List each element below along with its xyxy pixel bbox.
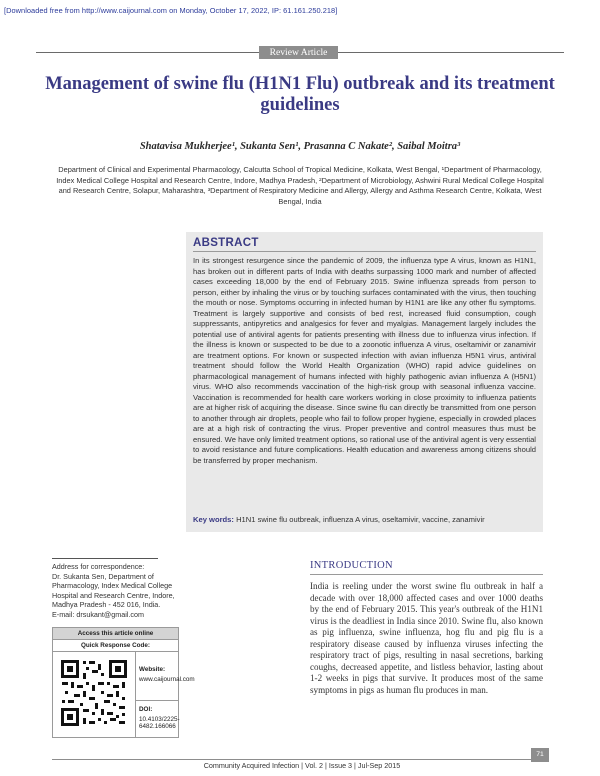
keywords (193, 515, 538, 524)
article-type-badge: Review Article (259, 46, 338, 59)
abstract-rule (193, 251, 536, 252)
correspondence-email: E-mail: drsukant@gmail.com (52, 609, 144, 619)
introduction-heading: INTRODUCTION (310, 560, 393, 571)
correspondence-heading: Address for correspondence: (52, 562, 145, 571)
page-number: 71 (531, 748, 549, 762)
author-list: Shatavisa Mukherjee¹, Sukanta Sen¹, Prasanna C Nakate², Saibal Moitra³ (139, 141, 461, 152)
correspondence-line: Madhya Pradesh - 452 016, India. (52, 600, 161, 609)
correspondence-rule (52, 558, 158, 559)
introduction-text: India is reeling under the worst swine flu outbreak in half a decade with over 18,000 affected cases and over 1000 deaths by the end of February 2015. This year's outbreak of the H1N1 virus is the deadliest in India since 2010. Swine flu, also known as pig influenza, swine influenza, hog flu and pig flu is a respiratory disease caused by influenza viruses infecting the respiratory tract of pigs, resulting in nasal secretions, barking coughs, decreased appetite, and listless behavior, lasting about 1-2 weeks in pigs that survive. It produces most of the same symptoms in pigs as human flu produces in man. (310, 581, 543, 695)
correspondence-line: Pharmacology, Index Medical College (52, 581, 173, 590)
keywords-value: H1N1 swine flu outbreak, influenza A virus, oseltamivir, vaccine, zanamivir (236, 515, 485, 524)
journal-footer: Community Acquired Infection | Vol. 2 | Issue 3 | Jul-Sep 2015 (203, 761, 401, 770)
abstract-text: In its strongest resurgence since the pandemic of 2009, the influenza type A virus, known as H1N1, has broken out in different parts of India with deaths surpassing 1000 mark and number of affected cases exceeding 18,000 by the end of February 2015. Swine influenza spreads from person to person, either by inhaling the virus or by touching surfaces contaminated with the virus, then touching the mouth or nose. Symptoms occurring in infected human by H1N1 are like any other flu symptoms. Treatment is largely supportive and consists of bed rest, increased fluid consumption, cough suppressants, antipyretics and analgesics for fever and myalgias. Management largely includes the potential use of antiviral agents for patients presenting with illness due to influenza virus infection. If the illness is known or suspected to be due to a zoonotic influenza A virus, oseltamivir or zanamivir are treatment options. For known or suspected infection with avian influenza H5N1 virus, antiviral treatment should follow the World Health Organization (WHO) rapid advice guidelines on pharmacological management of humans infected with highly pathogenic avian influenza A (H5N1) virus. WHO also recommends vaccination of the high-risk group with seasonal influenza vaccine. Vaccination is recommended for health care workers working in close proximity to influenza patients are at higher risk of acquiring the disease. Since swine flu can directly be transmitted from one person to another through air droplets, people who fail to follow proper hygiene, especially in crowded places are at a high risk of contracting the virus. Proper preventive and control measures thus must be ensured. We have only limited treatment options, so rational use of the antiviral agent is very essential to avoid resistance and future complications. Health education and awareness among citizens should be transferred by proper mechanism. (193, 256, 536, 465)
doi-label: DOI: (139, 706, 153, 713)
access-divider (135, 652, 136, 737)
download-note: [Downloaded free from http://www.caijournal.com on Monday, October 17, 2022, IP: 61.161.250.218] (4, 6, 338, 15)
keywords-label: Key words: (193, 515, 234, 524)
correspondence-line: Hospital and Research Centre, Indore, (52, 590, 175, 600)
access-online-box (52, 627, 195, 738)
website-link[interactable]: www.caijournal.com (139, 676, 195, 683)
affiliations: Department of Clinical and Experimental Pharmacology, Calcutta School of Tropical Medicine, Kolkata, West Bengal, ¹Department of Pharmacology, Index Medical College Hospital and Research Centre, Indore, Madhya Pradesh, ²Department of Microbiology, Ashwini Rural Medical College Hospital and Research Centre, Solapur, Maharashtra, ³Department of Respiratory Medicine and Allergy, Allergy and Asthma Research Centre, Kolkata, West Bengal, India (56, 165, 544, 206)
doi-link[interactable]: 10.4103/2225-6482.166066 (139, 716, 180, 730)
website-label: Website: (139, 666, 166, 673)
access-header: Access this article online (53, 628, 178, 640)
correspondence-line: Dr. Sukanta Sen, Department of (52, 571, 154, 581)
correspondence-block (52, 562, 177, 619)
introduction-rule (310, 574, 543, 575)
quick-code-label: Quick Response Code: (53, 640, 178, 652)
abstract-heading: ABSTRACT (193, 237, 259, 249)
qr-code-icon[interactable] (59, 658, 129, 728)
article-title: Management of swine flu (H1N1 Flu) outbreak and its treatment guidelines (45, 74, 555, 115)
access-hdivider (136, 700, 178, 701)
footer-rule (52, 759, 532, 760)
